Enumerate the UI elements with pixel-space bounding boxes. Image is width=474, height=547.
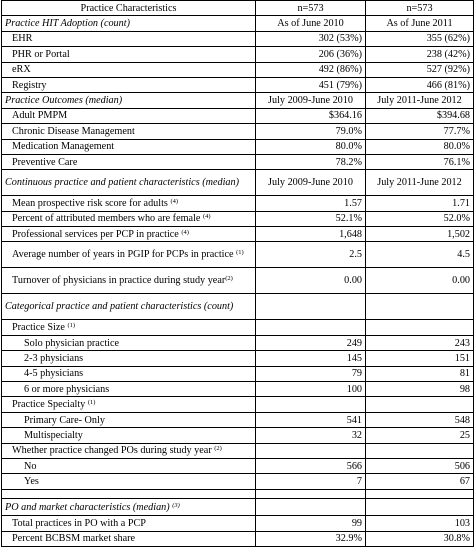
section-header-row <box>2 93 474 108</box>
row-label: Total practices in PO with a PCP <box>2 516 256 531</box>
cell-value: 527 (92%) <box>366 62 474 77</box>
header-practice-characteristics: Practice Characteristics <box>2 1 256 16</box>
footnote-ref: (1) <box>67 322 76 330</box>
empty-cell <box>366 320 474 335</box>
spacer-row <box>2 489 474 498</box>
table-row <box>2 47 474 62</box>
period-label: July 2009-June 2010 <box>256 93 366 108</box>
empty-cell <box>256 443 366 458</box>
row-label: 4-5 physicians <box>2 366 256 381</box>
row-label-text: Mean prospective risk score for adults <box>12 197 168 209</box>
row-label: Primary Care- Only <box>2 412 256 427</box>
group-header-row <box>2 320 474 335</box>
footnote-ref: (4) <box>170 197 179 205</box>
footnote-ref: (1) <box>87 399 96 407</box>
cell-value: $394.68 <box>366 108 474 123</box>
cell-value: 1.57 <box>256 196 366 211</box>
table-row <box>2 242 474 268</box>
empty-cell <box>366 489 474 498</box>
group-header-row <box>2 397 474 412</box>
table-row <box>2 428 474 443</box>
practice-characteristics-table <box>1 0 474 547</box>
cell-value: 2.5 <box>256 242 366 268</box>
period-label: July 2009-June 2010 <box>256 170 366 196</box>
row-label: EHR <box>2 31 256 46</box>
cell-value: 506 <box>366 458 474 473</box>
section-title: Practice HIT Adoption (count) <box>2 16 256 31</box>
section-header-row <box>2 16 474 31</box>
period-label: July 2011-June 2012 <box>366 93 474 108</box>
table-row <box>2 154 474 169</box>
cell-value: 32.9% <box>256 531 366 546</box>
cell-value: 76.1% <box>366 154 474 169</box>
group-header-row <box>2 443 474 458</box>
row-label: 6 or more physicians <box>2 382 256 397</box>
table-row <box>2 458 474 473</box>
cell-value: $364.16 <box>256 108 366 123</box>
section-title: Continuous practice and patient characteristics (median) <box>2 170 256 196</box>
period-label: As of June 2010 <box>256 16 366 31</box>
empty-cell <box>366 294 474 320</box>
table-row <box>2 531 474 546</box>
empty-cell <box>366 397 474 412</box>
footnote-ref: (2) <box>214 445 222 453</box>
cell-value: 541 <box>256 412 366 427</box>
table-row <box>2 412 474 427</box>
row-label-text: Average number of years in PGIP for PCPs in practice <box>12 249 234 261</box>
empty-cell <box>2 489 256 498</box>
cell-value: 355 (62%) <box>366 31 474 46</box>
empty-cell <box>366 498 474 516</box>
cell-value: 52.1% <box>256 211 366 226</box>
empty-cell <box>256 294 366 320</box>
cell-value: 100 <box>256 382 366 397</box>
table-row <box>2 335 474 350</box>
table-row <box>2 474 474 489</box>
table-row <box>2 268 474 294</box>
empty-cell <box>256 498 366 516</box>
table-header-row <box>2 1 474 16</box>
header-n-2011: n=573 <box>366 1 474 16</box>
row-label: No <box>2 458 256 473</box>
table-row <box>2 62 474 77</box>
table-row <box>2 31 474 46</box>
table-row <box>2 351 474 366</box>
table-row <box>2 77 474 92</box>
header-n-2010: n=573 <box>256 1 366 16</box>
cell-value: 151 <box>366 351 474 366</box>
cell-value: 80.0% <box>366 139 474 154</box>
row-label <box>2 211 256 226</box>
cell-value: 79 <box>256 366 366 381</box>
footnote-ref: (1) <box>236 249 244 257</box>
table-row <box>2 366 474 381</box>
cell-value: 52.0% <box>366 211 474 226</box>
section-header-row <box>2 170 474 196</box>
group-label <box>2 397 256 412</box>
row-label: Multispecialty <box>2 428 256 443</box>
row-label: Preventive Care <box>2 154 256 169</box>
row-label: Chronic Disease Management <box>2 124 256 139</box>
table-row <box>2 227 474 242</box>
row-label: Registry <box>2 77 256 92</box>
cell-value: 78.2% <box>256 154 366 169</box>
table-row <box>2 516 474 531</box>
row-label: Yes <box>2 474 256 489</box>
row-label: Percent BCBSM market share <box>2 531 256 546</box>
group-label-text: Whether practice changed POs during study year <box>12 445 212 457</box>
section-title-text: PO and market characteristics (median) <box>5 501 170 513</box>
empty-cell <box>366 443 474 458</box>
cell-value: 1,502 <box>366 227 474 242</box>
cell-value: 7 <box>256 474 366 489</box>
row-label: Medication Management <box>2 139 256 154</box>
cell-value: 243 <box>366 335 474 350</box>
cell-value: 30.8% <box>366 531 474 546</box>
table-row <box>2 139 474 154</box>
empty-cell <box>256 397 366 412</box>
footnote-ref: (2) <box>225 275 233 283</box>
period-label: July 2011-June 2012 <box>366 170 474 196</box>
table-row <box>2 211 474 226</box>
group-label-text: Practice Size <box>12 322 65 334</box>
row-label: Adult PMPM <box>2 108 256 123</box>
cell-value: 145 <box>256 351 366 366</box>
cell-value: 98 <box>366 382 474 397</box>
cell-value: 1.71 <box>366 196 474 211</box>
cell-value: 4.5 <box>366 242 474 268</box>
group-label-text: Practice Specialty <box>12 399 86 411</box>
cell-value: 25 <box>366 428 474 443</box>
section-title: Practice Outcomes (median) <box>2 93 256 108</box>
row-label <box>2 268 256 294</box>
cell-value: 67 <box>366 474 474 489</box>
cell-value: 302 (53%) <box>256 31 366 46</box>
footnote-ref: (3) <box>172 501 180 509</box>
cell-value: 99 <box>256 516 366 531</box>
row-label-text: Professional services per PCP in practice <box>12 228 179 240</box>
group-label <box>2 443 256 458</box>
table-row <box>2 124 474 139</box>
table-row <box>2 382 474 397</box>
cell-value: 1,648 <box>256 227 366 242</box>
row-label-text: Percent of attributed members who are female <box>12 213 201 225</box>
table-row <box>2 196 474 211</box>
cell-value: 566 <box>256 458 366 473</box>
footnote-ref: (4) <box>202 213 211 221</box>
cell-value: 466 (81%) <box>366 77 474 92</box>
section-header-row <box>2 294 474 320</box>
empty-cell <box>256 489 366 498</box>
section-title: Categorical practice and patient characteristics (count) <box>2 294 256 320</box>
row-label: eRX <box>2 62 256 77</box>
cell-value: 492 (86%) <box>256 62 366 77</box>
empty-cell <box>256 320 366 335</box>
row-label: PHR or Portal <box>2 47 256 62</box>
group-label <box>2 320 256 335</box>
table-row <box>2 108 474 123</box>
cell-value: 548 <box>366 412 474 427</box>
row-label-text: Turnover of physicians in practice during study year <box>12 275 226 287</box>
row-label <box>2 196 256 211</box>
cell-value: 0.00 <box>256 268 366 294</box>
row-label: Solo physician practice <box>2 335 256 350</box>
cell-value: 0.00 <box>366 268 474 294</box>
cell-value: 238 (42%) <box>366 47 474 62</box>
footnote-ref: (4) <box>181 228 189 236</box>
row-label <box>2 242 256 268</box>
cell-value: 80.0% <box>256 139 366 154</box>
cell-value: 103 <box>366 516 474 531</box>
cell-value: 32 <box>256 428 366 443</box>
cell-value: 81 <box>366 366 474 381</box>
cell-value: 77.7% <box>366 124 474 139</box>
cell-value: 451 (79%) <box>256 77 366 92</box>
cell-value: 79.0% <box>256 124 366 139</box>
cell-value: 206 (36%) <box>256 47 366 62</box>
section-header-row <box>2 498 474 516</box>
section-title <box>2 498 256 516</box>
period-label: As of June 2011 <box>366 16 474 31</box>
row-label <box>2 227 256 242</box>
cell-value: 249 <box>256 335 366 350</box>
row-label: 2-3 physicians <box>2 351 256 366</box>
